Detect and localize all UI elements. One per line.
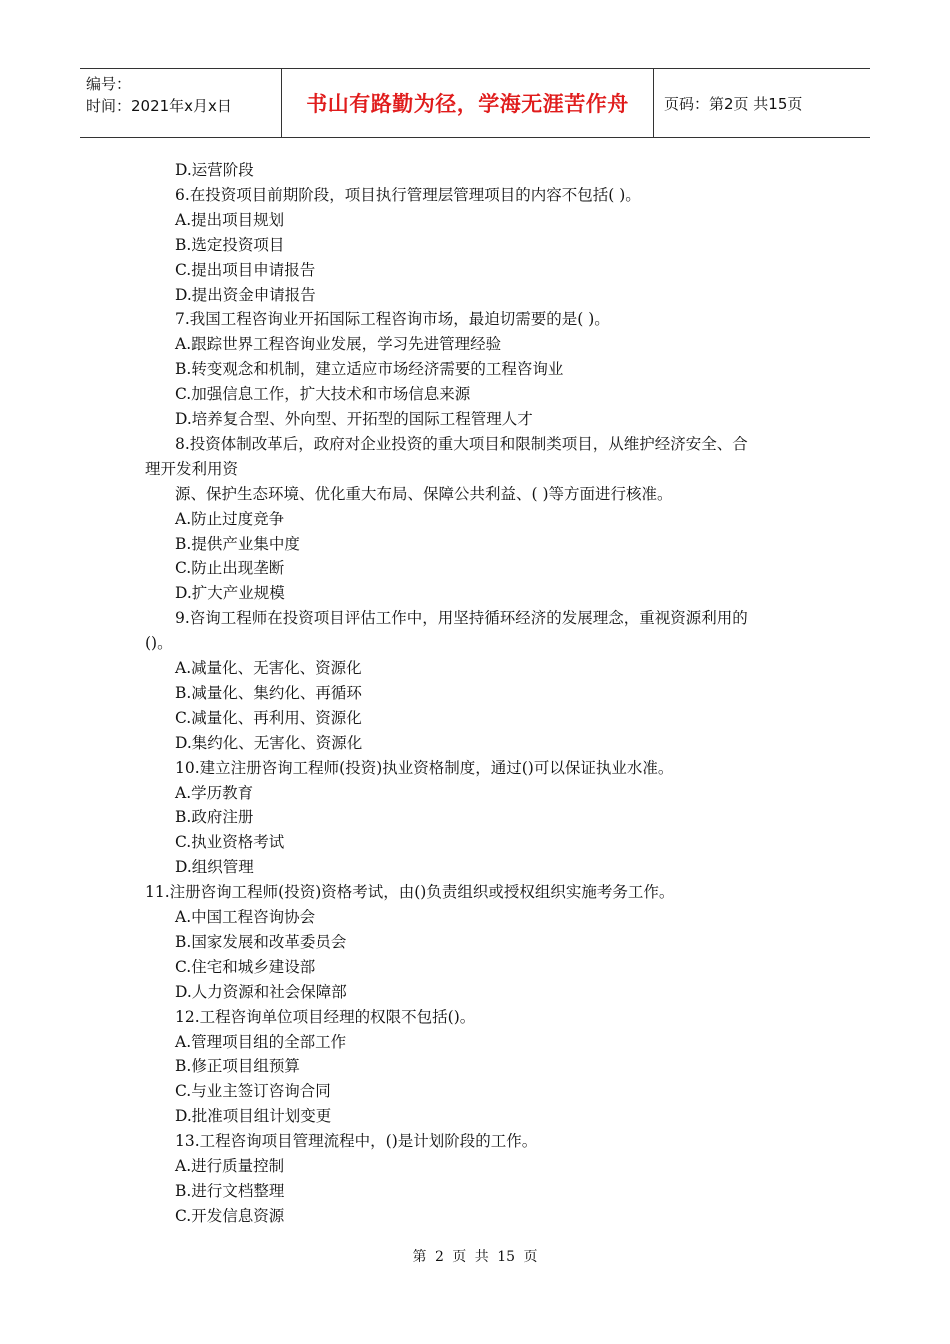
text-line: B.政府注册: [175, 808, 254, 827]
text-line: D.扩大产业规模: [175, 584, 285, 603]
header-page-info: 页码：第2页 共15页: [664, 94, 803, 113]
text-line: 理开发利用资: [145, 459, 239, 478]
text-line: C.减量化、再利用、资源化: [175, 708, 362, 727]
document-number-label: 编号：: [86, 75, 132, 93]
text-line: B.修正项目组预算: [175, 1057, 300, 1076]
text-line: 6.在投资项目前期阶段，项目执行管理层管理项目的内容不包括( )。: [175, 185, 641, 204]
header-page-info-cell: [654, 69, 870, 137]
text-line: D.人力资源和社会保障部: [175, 982, 347, 1001]
text-line: D.运营阶段: [175, 161, 254, 179]
text-line: C.提出项目申请报告: [175, 260, 316, 279]
text-line: 12.工程咨询单位项目经理的权限不包括()。: [175, 1007, 476, 1026]
text-line: A.学历教育: [175, 783, 254, 802]
text-line: D.批准项目组计划变更: [175, 1107, 332, 1126]
text-line: 8.投资体制改革后，政府对企业投资的重大项目和限制类项目，从维护经济安全、合: [175, 434, 748, 453]
text-line: C.与业主签订咨询合同: [175, 1082, 331, 1101]
text-line: A.减量化、无害化、资源化: [175, 659, 362, 677]
header-motto-cell: [282, 69, 654, 137]
text-line: A.管理项目组的全部工作: [175, 1032, 347, 1051]
text-line: A.跟踪世界工程咨询业发展，学习先进管理经验: [175, 335, 502, 354]
text-line: A.中国工程咨询协会: [175, 908, 316, 926]
text-line: B.提供产业集中度: [175, 534, 300, 553]
text-line: 7.我国工程咨询业开拓国际工程咨询市场，最迫切需要的是( )。: [175, 310, 610, 329]
header-meta: [80, 69, 282, 137]
text-line: D.提出资金申请报告: [175, 285, 316, 304]
text-line: C.住宅和城乡建设部: [175, 957, 316, 976]
page-footer: 第 2 页 共 15 页: [412, 1249, 538, 1265]
text-line: D.组织管理: [175, 858, 254, 877]
text-line: C.执业资格考试: [175, 833, 285, 852]
header-motto: 书山有路勤为径，学海无涯苦作舟: [306, 92, 629, 116]
text-line: B.转变观念和机制，建立适应市场经济需要的工程咨询业: [175, 360, 564, 379]
text-line: ()。: [145, 634, 173, 653]
text-line: A.进行质量控制: [175, 1157, 285, 1175]
text-line: B.国家发展和改革委员会: [175, 932, 347, 951]
text-line: A.提出项目规划: [175, 210, 285, 229]
text-line: B.进行文档整理: [175, 1181, 285, 1200]
document-time-label: 时间：2021年x月x日: [86, 97, 232, 115]
text-line: 9.咨询工程师在投资项目评估工作中，用坚持循环经济的发展理念，重视资源利用的: [175, 609, 748, 628]
text-line: C.防止出现垄断: [175, 559, 285, 578]
text-line: B.选定投资项目: [175, 235, 285, 254]
text-line: 13.工程咨询项目管理流程中，()是计划阶段的工作。: [175, 1132, 538, 1151]
page-header: [80, 68, 870, 138]
text-line: D.培养复合型、外向型、开拓型的国际工程管理人才: [175, 410, 533, 428]
text-line: C.加强信息工作，扩大技术和市场信息来源: [175, 385, 471, 404]
text-line: 11.注册咨询工程师(投资)资格考试，由()负责组织或授权组织实施考务工作。: [145, 883, 675, 902]
text-line: C.开发信息资源: [175, 1206, 285, 1225]
text-line: D.集约化、无害化、资源化: [175, 733, 363, 752]
text-line: 10.建立注册咨询工程师(投资)执业资格制度，通过()可以保证执业水准。: [175, 758, 674, 777]
text-line: A.防止过度竞争: [175, 509, 285, 528]
text-line: B.减量化、集约化、再循环: [175, 683, 362, 702]
text-line: 源、保护生态环境、优化重大布局、保障公共利益、( )等方面进行核准。: [175, 484, 673, 503]
